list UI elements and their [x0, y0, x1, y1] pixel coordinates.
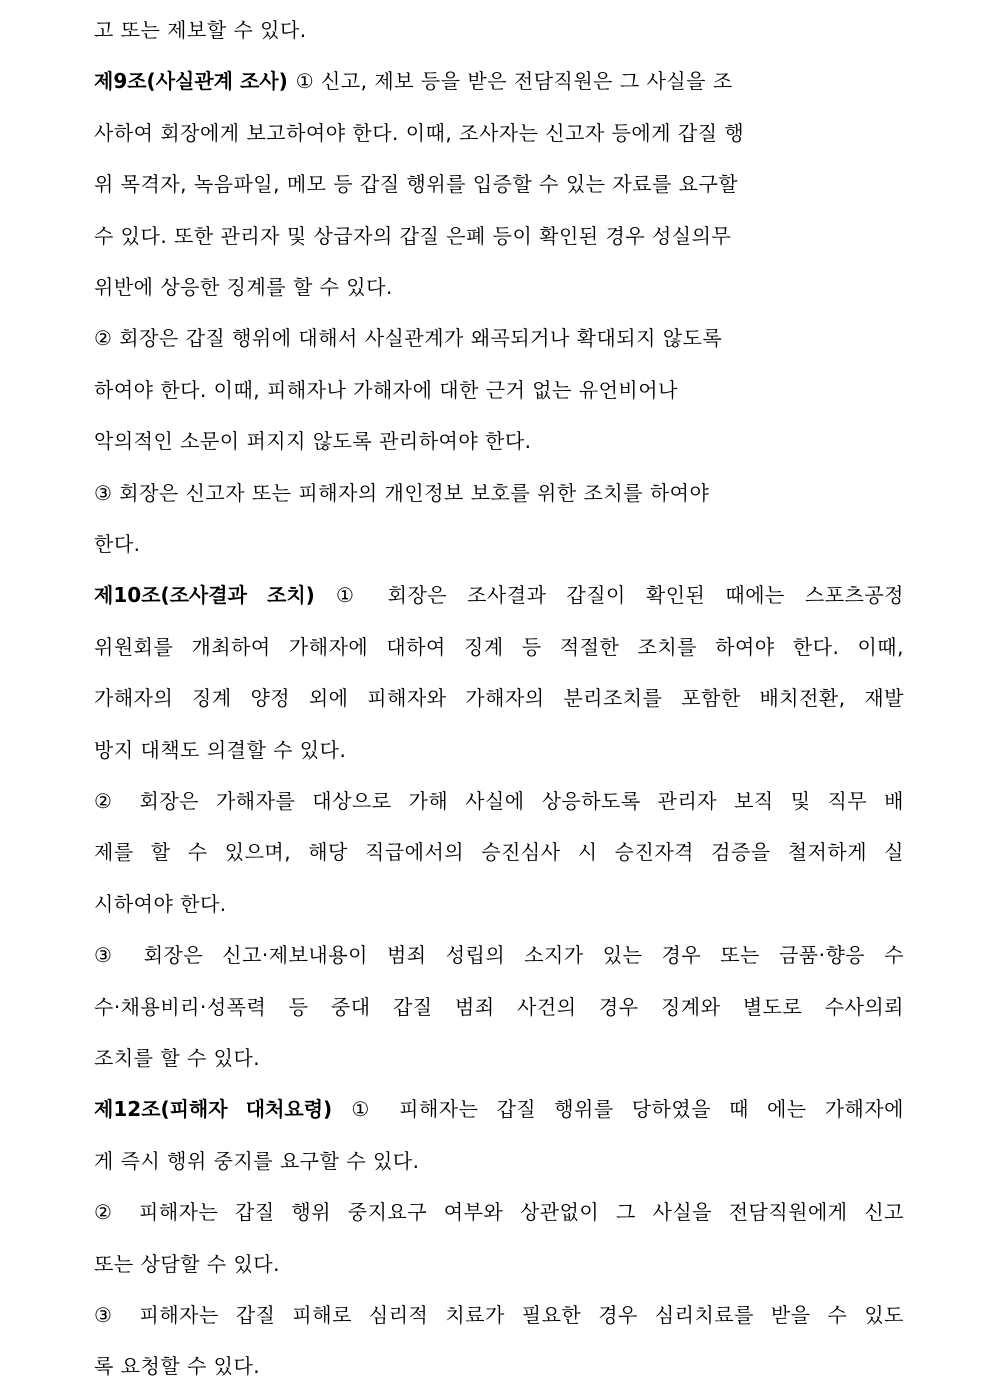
line-text: ③ 피해자는 갑질 피해로 심리적 치료가 필요한 경우 심리치료를 받을 수 있도 [94, 1303, 904, 1327]
line-text: 사하여 회장에게 보고하여야 한다. 이때, 조사자는 신고자 등에게 갑질 행 [94, 120, 745, 145]
line-text: ② 회장은 가해자를 대상으로 가해 사실에 상응하도록 관리자 보직 및 직무 배 [94, 789, 904, 813]
text-line [94, 1033, 904, 1085]
article-heading: 제12조(피해자 대처요령) [94, 1097, 333, 1122]
text-line [94, 725, 904, 777]
line-text: 조치를 할 수 있다. [94, 1046, 261, 1070]
line-text: 한다. [94, 532, 141, 556]
text-line [94, 416, 904, 468]
line-text: ① 피해자는 갑질 행위를 당하였을 때 에는 가해자에 [340, 1097, 904, 1122]
text-line [94, 1187, 904, 1239]
text-line [94, 468, 904, 520]
text-line [94, 570, 904, 622]
line-text: ② 피해자는 갑질 행위 중지요구 여부와 상관없이 그 사실을 전담직원에게 신고 [94, 1200, 904, 1225]
article-heading: 제10조(조사결과 조치) [94, 583, 315, 608]
text-line [94, 365, 904, 417]
text-line [94, 930, 904, 982]
text-line [94, 262, 904, 314]
line-text: 고 또는 제보할 수 있다. [94, 18, 307, 42]
text-line [94, 1290, 904, 1342]
line-text: 위반에 상응한 징계를 할 수 있다. [94, 275, 393, 299]
text-line [94, 56, 904, 108]
line-text: 제를 할 수 있으며, 해당 직급에서의 승진심사 시 승진자격 검증을 철저하게 실 [94, 840, 904, 865]
text-line [94, 879, 904, 931]
line-text: 방지 대책도 의결할 수 있다. [94, 737, 347, 762]
line-text: 가해자의 징계 양정 외에 피해자와 가해자의 분리조치를 포함한 배치전환, 재발 [94, 686, 904, 711]
line-text: 또는 상담할 수 있다. [94, 1251, 280, 1276]
line-text: 수 있다. 또한 관리자 및 상급자의 갑질 은폐 등이 확인된 경우 성실의무 [94, 223, 732, 248]
text-line [94, 519, 904, 571]
line-text: ③ 회장은 신고자 또는 피해자의 개인정보 보호를 위한 조치를 하여야 [94, 480, 710, 505]
line-text: ② 회장은 갑질 행위에 대해서 사실관계가 왜곡되거나 확대되지 않도록 [94, 326, 723, 351]
line-text: 위원회를 개최하여 가해자에 대하여 징계 등 적절한 조치를 하여야 한다. 이때, [94, 634, 904, 659]
line-text: ③ 회장은 신고·제보내용이 범죄 성립의 소지가 있는 경우 또는 금품·향응 수 [94, 943, 904, 968]
line-text: 수·채용비리·성폭력 등 중대 갑질 범죄 사건의 경우 징계와 별도로 수사의뢰 [94, 994, 904, 1019]
text-line [94, 159, 904, 211]
line-text: 록 요청할 수 있다. [94, 1354, 261, 1379]
line-text: 위 목격자, 녹음파일, 메모 등 갑질 행위를 입증할 수 있는 자료를 요구할 [94, 172, 739, 197]
text-line [94, 776, 904, 828]
line-text: ① 회장은 조사결과 갑질이 확인된 때에는 스포츠공정 [322, 583, 904, 608]
line-text: 악의적인 소문이 퍼지지 않도록 관리하여야 한다. [94, 429, 532, 454]
text-line [94, 5, 904, 57]
text-line [94, 827, 904, 879]
text-line [94, 211, 904, 263]
line-text: 게 즉시 행위 중지를 요구할 수 있다. [94, 1148, 420, 1173]
text-line [94, 673, 904, 725]
line-text: ① 신고, 제보 등을 받은 전담직원은 그 사실을 조 [295, 69, 733, 94]
line-text: 시하여야 한다. [94, 891, 227, 916]
text-line [94, 1341, 904, 1393]
text-line [94, 1239, 904, 1291]
text-line [94, 108, 904, 160]
text-line [94, 1084, 904, 1136]
text-line [94, 1136, 904, 1188]
text-line [94, 313, 904, 365]
article-heading: 제9조(사실관계 조사) [94, 69, 288, 94]
line-text: 하여야 한다. 이때, 피해자나 가해자에 대한 근거 없는 유언비어나 [94, 377, 678, 402]
text-line [94, 622, 904, 674]
text-line [94, 982, 904, 1034]
